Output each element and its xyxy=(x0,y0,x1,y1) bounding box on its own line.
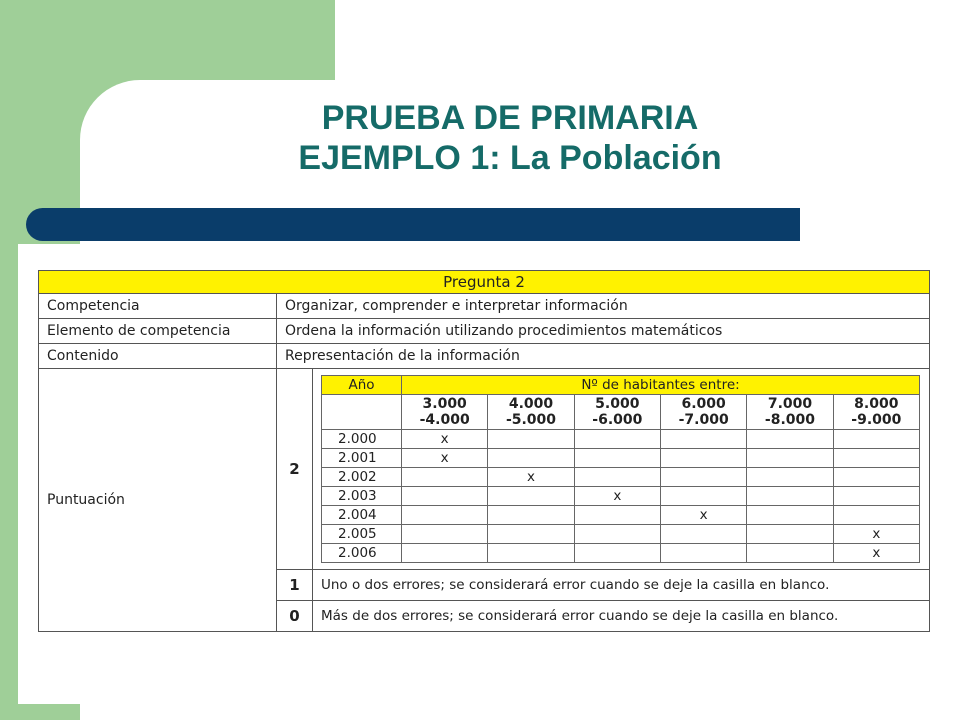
mark-cell xyxy=(833,506,919,525)
mark-cell: x xyxy=(402,449,488,468)
mark-cell xyxy=(747,506,833,525)
year-cell: 2.006 xyxy=(322,544,402,563)
year-header: Año xyxy=(322,376,402,395)
row-label: Contenido xyxy=(39,344,277,369)
range-header-part: 7.000 xyxy=(767,396,813,412)
mark-cell xyxy=(660,487,746,506)
grid-row xyxy=(322,525,920,544)
range-header-part: -8.000 xyxy=(764,412,816,428)
range-header-part: -5.000 xyxy=(505,412,557,428)
inhabitants-header: Nº de habitantes entre: xyxy=(402,376,920,395)
mark-cell: x xyxy=(833,525,919,544)
range-header xyxy=(574,395,660,430)
grid-row xyxy=(322,506,920,525)
range-header-part: 6.000 xyxy=(681,396,726,412)
mark-cell xyxy=(660,449,746,468)
title-line-1: PRUEBA DE PRIMARIA xyxy=(321,99,699,137)
score-1: 1 xyxy=(277,570,313,601)
mark-cell xyxy=(833,430,919,449)
mark-cell xyxy=(574,430,660,449)
mark-cell: x xyxy=(660,506,746,525)
mark-cell xyxy=(402,525,488,544)
mark-cell xyxy=(747,449,833,468)
range-header-part: 5.000 xyxy=(595,396,640,412)
mark-cell xyxy=(574,449,660,468)
mark-cell xyxy=(488,506,574,525)
score-2-answer xyxy=(313,369,930,570)
question-document xyxy=(18,244,940,704)
score-0: 0 xyxy=(277,601,313,632)
range-header xyxy=(747,395,833,430)
mark-cell xyxy=(747,430,833,449)
mark-cell xyxy=(747,487,833,506)
mark-cell: x xyxy=(402,430,488,449)
grid-row xyxy=(322,430,920,449)
mark-cell xyxy=(402,487,488,506)
mark-cell: x xyxy=(574,487,660,506)
mark-cell xyxy=(488,544,574,563)
mark-cell xyxy=(402,506,488,525)
row-label: Elemento de competencia xyxy=(39,319,277,344)
mark-cell xyxy=(660,525,746,544)
range-header-part: 8.000 xyxy=(854,396,899,412)
row-value: Representación de la información xyxy=(277,344,930,369)
question-table xyxy=(38,270,930,632)
question-header: Pregunta 2 xyxy=(39,271,930,294)
range-header xyxy=(660,395,746,430)
score-label: Puntuación xyxy=(39,369,277,632)
mark-cell xyxy=(402,544,488,563)
mark-cell xyxy=(747,525,833,544)
mark-cell xyxy=(488,449,574,468)
table-row xyxy=(39,294,930,319)
mark-cell xyxy=(402,468,488,487)
title-line-2: EJEMPLO 1: La Población xyxy=(298,139,722,177)
score-2: 2 xyxy=(277,369,313,570)
mark-cell xyxy=(660,544,746,563)
grid-row xyxy=(322,468,920,487)
mark-cell xyxy=(574,525,660,544)
range-header-part: 4.000 xyxy=(508,396,554,412)
grid-row xyxy=(322,544,920,563)
mark-cell xyxy=(574,506,660,525)
mark-cell xyxy=(833,487,919,506)
row-value: Ordena la información utilizando procedimientos matemáticos xyxy=(277,319,930,344)
grid-row xyxy=(322,449,920,468)
mark-cell xyxy=(660,430,746,449)
table-row xyxy=(39,344,930,369)
mark-cell xyxy=(833,449,919,468)
mark-cell xyxy=(660,468,746,487)
range-header xyxy=(833,395,919,430)
mark-cell xyxy=(833,468,919,487)
year-cell: 2.000 xyxy=(322,430,402,449)
score-0-description: Más de dos errores; se considerará error cuando se deje la casilla en blanco. xyxy=(313,601,930,632)
range-header-part: -7.000 xyxy=(678,412,729,428)
year-cell: 2.005 xyxy=(322,525,402,544)
mark-cell xyxy=(574,468,660,487)
row-value: Organizar, comprender e interpretar información xyxy=(277,294,930,319)
blank-corner-cell xyxy=(322,395,402,430)
year-cell: 2.004 xyxy=(322,506,402,525)
mark-cell xyxy=(488,525,574,544)
mark-cell xyxy=(747,468,833,487)
answer-grid xyxy=(321,375,920,563)
slide-title xyxy=(170,98,850,178)
mark-cell xyxy=(747,544,833,563)
range-header-part: -9.000 xyxy=(851,412,902,428)
year-cell: 2.001 xyxy=(322,449,402,468)
mark-cell xyxy=(488,430,574,449)
table-row xyxy=(39,319,930,344)
score-1-description: Uno o dos errores; se considerará error cuando se deje la casilla en blanco. xyxy=(313,570,930,601)
mark-cell: x xyxy=(488,468,574,487)
range-header-part: -6.000 xyxy=(592,412,643,428)
grid-row xyxy=(322,487,920,506)
year-cell: 2.002 xyxy=(322,468,402,487)
range-header-part: 3.000 xyxy=(422,396,467,412)
row-label: Competencia xyxy=(39,294,277,319)
range-header-part: -4.000 xyxy=(419,412,470,428)
title-divider-bar xyxy=(26,208,800,241)
mark-cell xyxy=(574,544,660,563)
range-header xyxy=(402,395,488,430)
mark-cell xyxy=(488,487,574,506)
range-header xyxy=(488,395,574,430)
year-cell: 2.003 xyxy=(322,487,402,506)
mark-cell: x xyxy=(833,544,919,563)
